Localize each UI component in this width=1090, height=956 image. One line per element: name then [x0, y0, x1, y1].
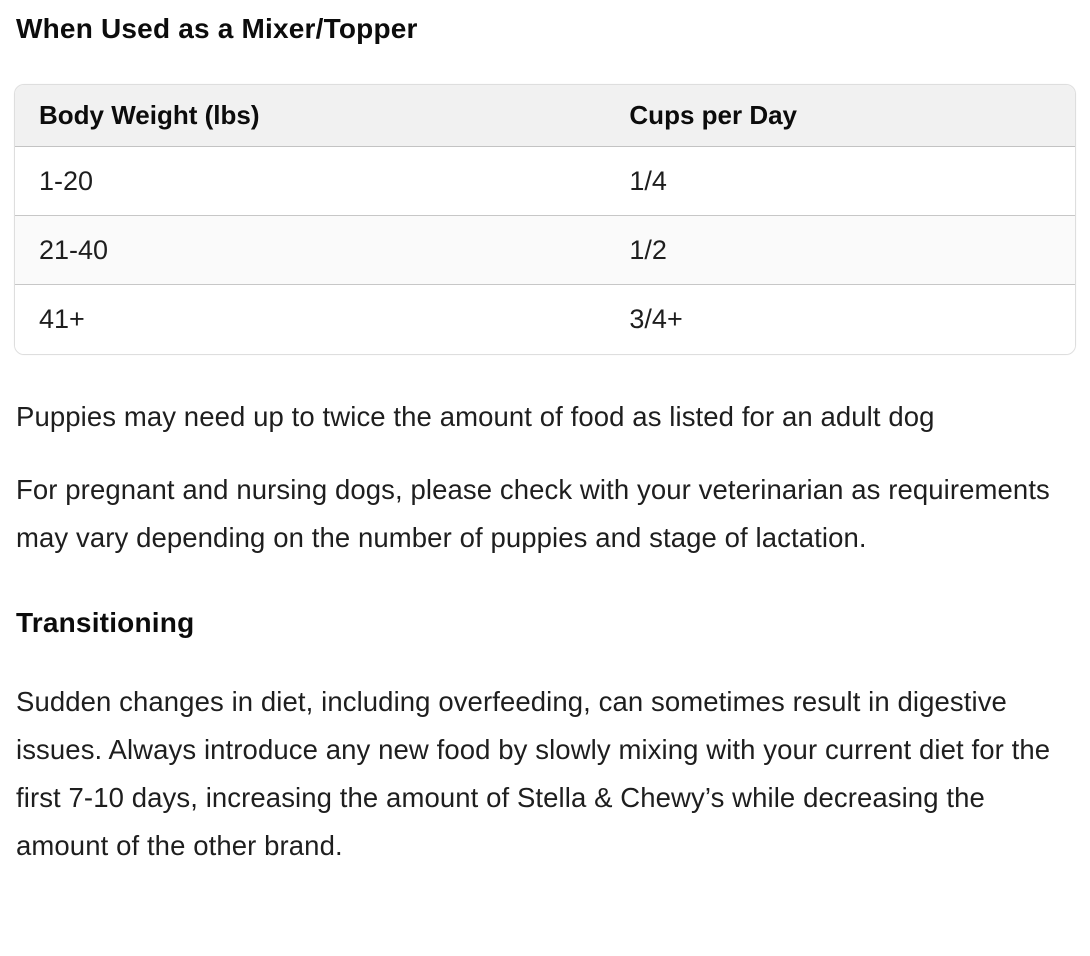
- puppies-note-paragraph: Puppies may need up to twice the amount of food as listed for an adult dog: [16, 401, 935, 432]
- body-weight-cell: 21-40: [15, 216, 605, 285]
- table-row: [15, 147, 1075, 216]
- feeding-table-container: [14, 84, 1076, 355]
- mixer-topper-heading: When Used as a Mixer/Topper: [16, 13, 418, 44]
- transitioning-paragraph: Sudden changes in diet, including overfeeding, can sometimes result in digestive issues. Always introduce any new food by slowly mixing with your current diet for the first 7-10 days, increasing the amount of Stella & Chewy’s while decreasing the amount of the other brand.: [16, 686, 1051, 861]
- cups-per-day-cell: 1/2: [605, 216, 1075, 285]
- table-header-row: [15, 85, 1075, 147]
- transitioning-heading: Transitioning: [16, 607, 195, 638]
- body-weight-cell: 41+: [15, 285, 605, 354]
- cups-per-day-cell: 1/4: [605, 147, 1075, 216]
- table-row: [15, 285, 1075, 354]
- column-header-body-weight: Body Weight (lbs): [15, 85, 605, 147]
- cups-per-day-cell: 3/4+: [605, 285, 1075, 354]
- feeding-table: [15, 85, 1075, 354]
- table-row: [15, 216, 1075, 285]
- column-header-cups-per-day: Cups per Day: [605, 85, 1075, 147]
- body-weight-cell: 1-20: [15, 147, 605, 216]
- pregnant-nursing-note-paragraph: For pregnant and nursing dogs, please check with your veterinarian as requirements may vary depending on the number of puppies and stage of lactation.: [16, 474, 1050, 553]
